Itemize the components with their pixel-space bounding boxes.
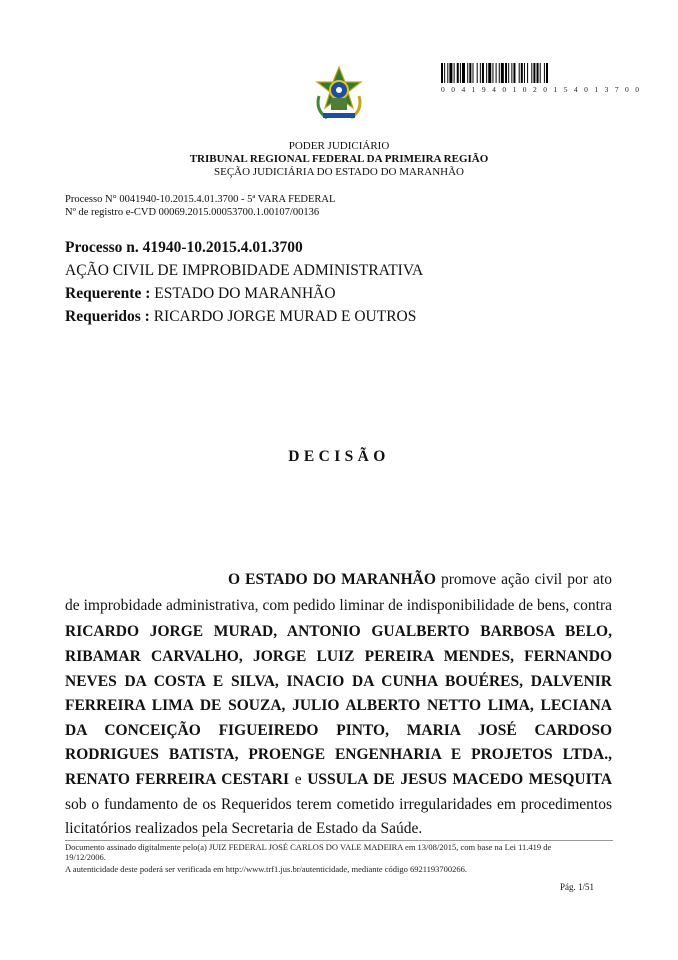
- registry-reference: Nº de registro e-CVD 00069.2015.00053700.1.00107/00136: [65, 207, 320, 218]
- defendants-name: RICARDO JORGE MURAD E OUTROS: [153, 308, 417, 325]
- body-line-11: licitatórios realizados pela Secretaria de Estado da Saúde.: [65, 820, 423, 837]
- barcode-bar: [496, 63, 497, 83]
- barcode-bar: [544, 63, 545, 83]
- body-text: promove ação civil por ato: [440, 571, 612, 588]
- barcode-bar: [486, 63, 487, 83]
- body-line-9: [65, 768, 612, 793]
- body-line-4: RIBAMAR CARVALHO, JORGE LUIZ PEREIRA MENDES, FERNANDO: [65, 648, 612, 665]
- barcode-bar: [469, 63, 471, 83]
- footer-authenticity-note: A autenticidade deste poderá ser verificada em http://www.trf1.jus.br/autenticidade, mediante código 6921193700266.: [65, 864, 468, 874]
- barcode-bar: [480, 63, 481, 83]
- barcode-bar: [454, 63, 455, 83]
- footer-signature-date: 19/12/2006.: [65, 852, 106, 862]
- process-reference: Processo N° 0041940-10.2015.4.01.3700 - 5ª VARA FEDERAL: [65, 194, 336, 205]
- barcode-bar: [546, 63, 548, 83]
- barcode-bar: [482, 63, 484, 83]
- plaintiff-label: Requerente :: [65, 285, 151, 302]
- barcode-bar: [447, 63, 448, 83]
- case-number: Processo n. 41940-10.2015.4.01.3700: [65, 239, 303, 256]
- header-secao: SEÇÃO JUDICIÁRIA DO ESTADO DO MARANHÃO: [214, 166, 464, 178]
- body-line-10: sob o fundamento de os Requeridos terem cometido irregularidades em procedimentos: [65, 796, 612, 813]
- barcode-graphic: [441, 63, 607, 83]
- barcode-bar: [513, 63, 515, 83]
- barcode-bar: [473, 63, 474, 83]
- barcode-bar: [444, 63, 445, 83]
- barcode-bar: [462, 63, 465, 83]
- barcode-bar: [501, 63, 504, 83]
- page-number: Pág. 1/51: [560, 882, 595, 892]
- barcode-bar: [524, 63, 525, 83]
- barcode-bar: [505, 63, 507, 83]
- barcode-bar: [467, 63, 468, 83]
- plaintiff-name-bold: O ESTADO DO MARANHÃO: [228, 571, 436, 588]
- plaintiff-name: ESTADO DO MARANHÃO: [154, 285, 336, 302]
- barcode-bar: [488, 63, 491, 83]
- barcode-bar: [441, 63, 443, 83]
- body-line-2: de improbidade administrativa, com pedido liminar de indisponibilidade de bens, contra: [65, 597, 612, 614]
- defendants-label: Requeridos :: [65, 308, 150, 325]
- body-line-3: RICARDO JORGE MURAD, ANTONIO GUALBERTO BARBOSA BELO,: [65, 623, 612, 640]
- footer-divider: [65, 840, 613, 841]
- footer-signature-note: Documento assinado digitalmente pelo(a) JUIZ FEDERAL JOSÉ CARLOS DO VALE MADEIRA em 13/08/2015, com base na Lei 11.419 de: [65, 842, 552, 852]
- barcode-bar: [449, 63, 452, 83]
- barcode-bar: [477, 63, 478, 83]
- body-line-1: [228, 568, 612, 593]
- barcode-bar: [460, 63, 461, 83]
- barcode-bar: [540, 63, 541, 83]
- body-line-7: DA CONCEIÇÃO FIGUEIREDO PINTO, MARIA JOSÉ CARDOSO: [65, 722, 612, 739]
- case-plaintiff: [65, 282, 336, 305]
- case-defendants: [65, 305, 416, 328]
- conjunction: e: [294, 771, 302, 788]
- defendant-name: RENATO FERREIRA CESTARI: [65, 771, 290, 788]
- barcode-number: 0 0 4 1 9 4 0 1 0 2 0 1 5 4 0 1 3 7 0 0: [441, 85, 642, 94]
- document-title: DECISÃO: [288, 448, 390, 465]
- barcode-bar: [508, 63, 509, 83]
- body-line-5: NEVES DA COSTA E SILVA, INACIO DA CUNHA BOUÉRES, DALVENIR: [65, 673, 612, 690]
- defendant-name: USSULA DE JESUS MACEDO MESQUITA: [307, 771, 613, 788]
- body-line-8: RODRIGUES BATISTA, PROENGE ENGENHARIA E PROJETOS LTDA.,: [65, 746, 612, 763]
- header-poder-judiciario: PODER JUDICIÁRIO: [288, 140, 390, 152]
- barcode-bar: [492, 63, 493, 83]
- body-line-6: FERREIRA LIMA DE SOUZA, JULIO ALBERTO NETTO LIMA, LECIANA: [65, 697, 612, 714]
- case-action-type: AÇÃO CIVIL DE IMPROBIDADE ADMINISTRATIVA: [65, 262, 424, 279]
- barcode-bar: [521, 63, 523, 83]
- barcode-bar: [457, 63, 459, 83]
- barcode-bar: [527, 63, 528, 83]
- barcode-bar: [499, 63, 500, 83]
- barcode-bar: [511, 63, 512, 83]
- brazil-coat-of-arms-emblem: [313, 66, 365, 122]
- barcode-bar: [519, 63, 520, 83]
- barcode-bar: [533, 63, 535, 83]
- barcode-bar: [537, 63, 539, 83]
- header-tribunal: TRIBUNAL REGIONAL FEDERAL DA PRIMEIRA REGIÃO: [189, 153, 489, 165]
- barcode-bar: [531, 63, 532, 83]
